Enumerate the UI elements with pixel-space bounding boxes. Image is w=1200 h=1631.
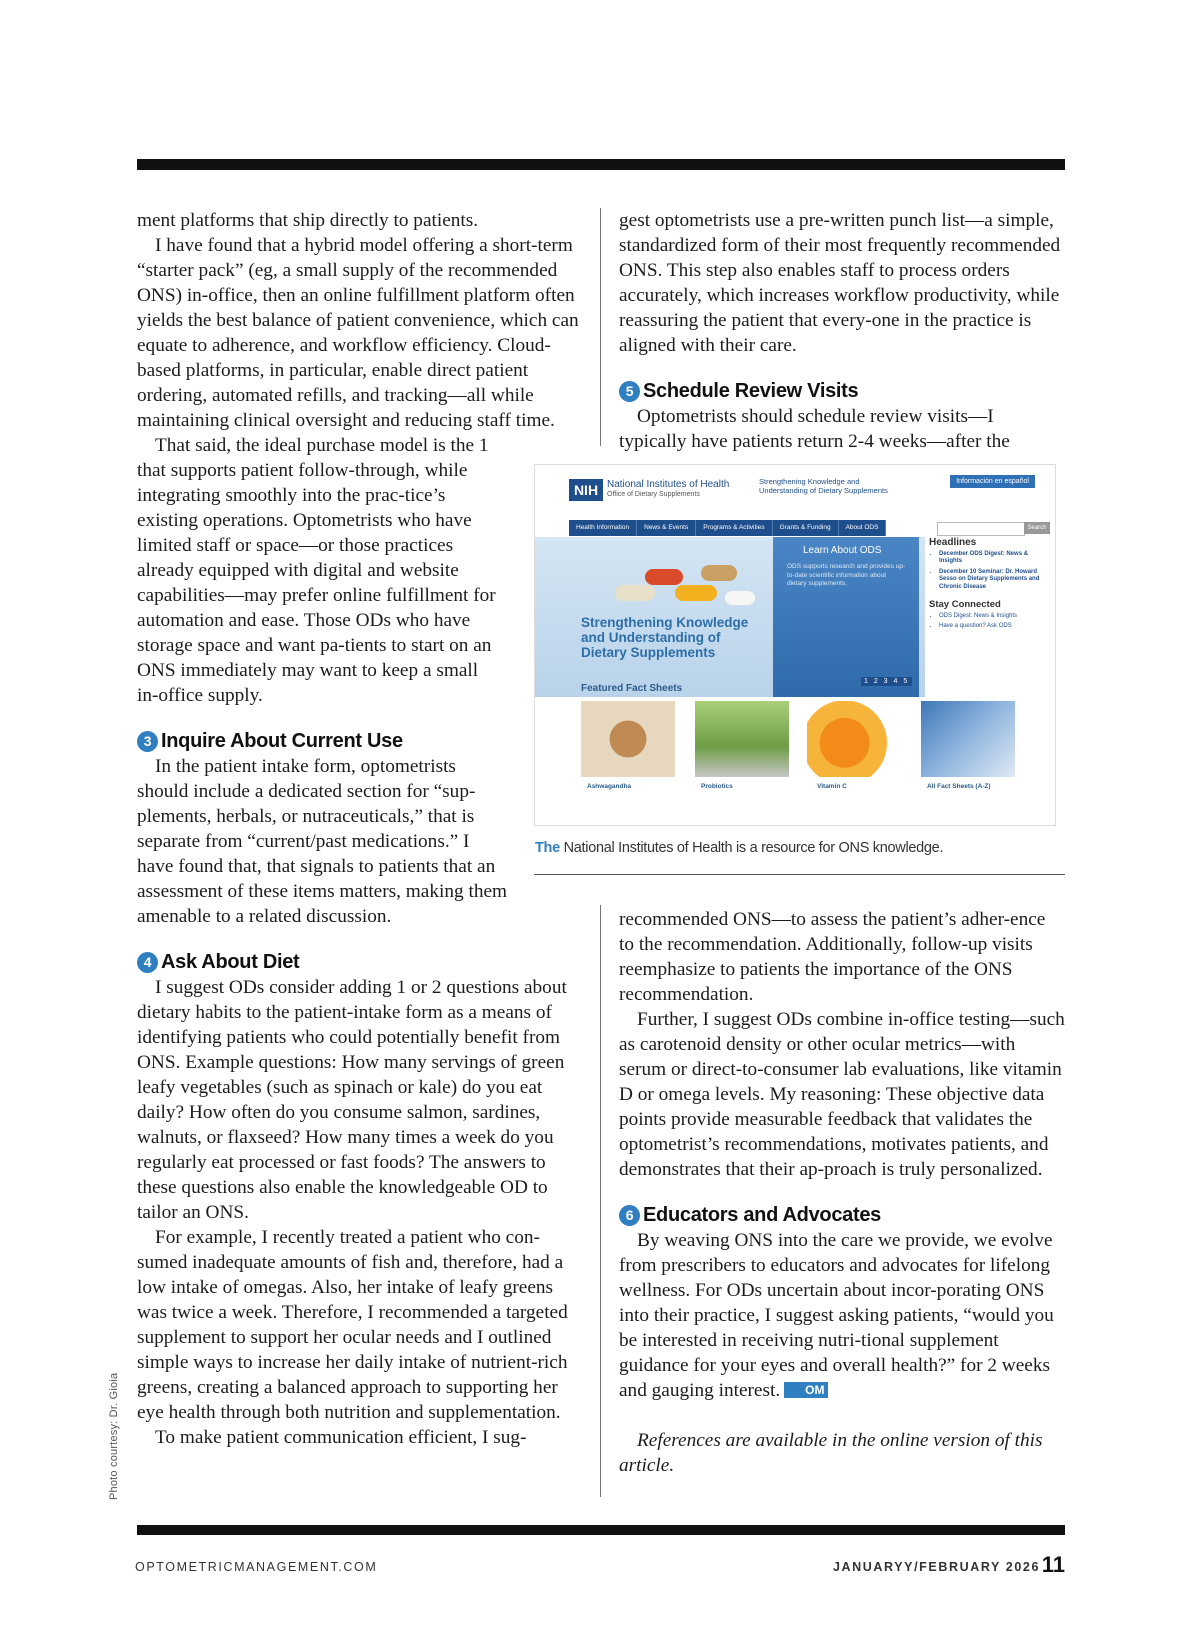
fact-label: Vitamin C bbox=[817, 783, 847, 790]
fact-label: Probiotics bbox=[701, 783, 733, 790]
paragraph: ment platforms that ship directly to patients. bbox=[137, 210, 479, 231]
references-note: References are available in the online version of this article. bbox=[619, 1430, 1043, 1476]
caption-text: National Institutes of Health is a resource for ONS knowledge. bbox=[563, 840, 944, 856]
paragraph: recommended ONS—to assess the patient’s adher-ence to the recommendation. Additionally, follow-up visits reemphasize to patients the importance of the ONS recommendation. bbox=[619, 909, 1046, 1005]
nih-logo: NIH bbox=[569, 479, 603, 501]
paragraph: gest optometrists use a pre-written punch list—a simple, standardized form of their most frequently recommended ONS. This step also enables staff to process orders accurately, which increases workflow productivity, while reassuring the patient that every-one in the practice is aligned with their care. bbox=[619, 210, 1061, 356]
section-title: Ask About Diet bbox=[161, 951, 300, 973]
section-number-badge: 3 bbox=[137, 731, 158, 752]
paragraph: Further, I suggest ODs combine in-office testing—such as carotenoid density or other ocular metrics—with serum or direct-to-consumer lab evaluations, like vitamin D or omega levels. My reasoning: These objective data points provide measurable feedback that validates the optometrist’s recommendations, motivates patients, and demonstrates that their ap-proach is truly personalized. bbox=[619, 1009, 1065, 1180]
paragraph: Optometrists should schedule review visits—I typically have patients return 2-4 weeks—after the bbox=[619, 406, 1010, 452]
all-fact-sheets-image bbox=[921, 701, 1015, 777]
nih-org-name: National Institutes of Health bbox=[607, 479, 730, 490]
nih-tagline: Strengthening Knowledge and Understanding of Dietary Supplements bbox=[759, 477, 888, 495]
nav-item: Grants & Funding bbox=[773, 520, 839, 536]
issue-text: JANUARYY/FEBRUARY 2026 bbox=[832, 1560, 1040, 1574]
section-heading-6 bbox=[619, 1203, 1065, 1228]
paragraph: To make patient communication efficient, I sug- bbox=[155, 1427, 527, 1448]
footer-site: OPTOMETRICMANAGEMENT.COM bbox=[135, 1560, 378, 1574]
stay-item: • ODS Digest: News & Insights bbox=[939, 613, 1049, 621]
espanol-button: Información en español bbox=[950, 475, 1035, 488]
headline-item: • December ODS Digest: News & Insights bbox=[939, 551, 1049, 566]
fact-sheets-title: Featured Fact Sheets bbox=[581, 683, 683, 694]
nav-item: News & Events bbox=[637, 520, 696, 536]
figure-caption bbox=[535, 840, 943, 856]
paragraph: I have found that a hybrid model offering a short-term “starter pack” (eg, a small supply of the recommended ONS) in-office, then an online fulfillment platform often yields the best balance of patient convenience, which can equate to adherence, and workflow efficiency. Cloud-based platforms, in particular, enable direct patient ordering, automated refills, and tracking—all while maintaining clinical oversight and reducing staff time. bbox=[137, 235, 579, 431]
right-column-top bbox=[619, 208, 1065, 454]
stay-item: • Have a question? Ask ODS bbox=[939, 623, 1049, 631]
section-number-badge: 6 bbox=[619, 1205, 640, 1226]
om-end-badge: OM bbox=[784, 1382, 827, 1398]
column-divider bbox=[600, 905, 601, 1497]
panel-title: Learn About ODS bbox=[803, 545, 882, 556]
right-column-bottom bbox=[619, 907, 1065, 1478]
hero-title: Strengthening Knowledge and Understanding of Dietary Supplements bbox=[581, 615, 749, 660]
learn-about-panel bbox=[773, 537, 919, 697]
nav-item: Health Information bbox=[569, 520, 637, 536]
left-column bbox=[137, 208, 587, 1450]
section-title: Schedule Review Visits bbox=[643, 380, 859, 402]
fact-label: All Fact Sheets (A-Z) bbox=[927, 783, 991, 790]
headline-item: • December 10 Seminar: Dr. Howard Sesso on Dietary Supplements and Chronic Disease bbox=[939, 569, 1049, 592]
supplement-pills-image bbox=[605, 555, 755, 615]
fact-label: Ashwagandha bbox=[587, 783, 632, 790]
bottom-rule bbox=[137, 1525, 1065, 1535]
nav-item: Programs & Activities bbox=[696, 520, 772, 536]
nih-website-screenshot bbox=[534, 464, 1056, 826]
section-title: Inquire About Current Use bbox=[161, 730, 403, 752]
section-heading-3 bbox=[137, 729, 587, 754]
stay-connected-title: Stay Connected bbox=[929, 599, 1001, 610]
section-heading-5 bbox=[619, 379, 1065, 404]
nih-nav bbox=[569, 520, 886, 536]
vitamin-c-image bbox=[807, 701, 901, 777]
paragraph-text: By weaving ONS into the care we provide, we evolve from prescribers to educators and advocates for lifelong wellness. For ODs uncertain about incor-porating ONS into their practice, I suggest asking patients, “would you be interested in receiving nutri-tional supplement guidance for your eyes and overall health?” for 2 weeks and gauging interest. bbox=[619, 1230, 1054, 1401]
section-title: Educators and Advocates bbox=[643, 1204, 881, 1226]
photo-credit: Photo courtesy: Dr. Gioia bbox=[108, 1372, 120, 1500]
caption-rule bbox=[534, 874, 1065, 875]
caption-lead: The bbox=[535, 840, 560, 856]
slide-pager: 1 2 3 4 5 bbox=[861, 677, 912, 686]
headlines-title: Headlines bbox=[929, 537, 977, 548]
nih-header bbox=[535, 465, 1055, 519]
section-number-badge: 5 bbox=[619, 381, 640, 402]
paragraph: That said, the ideal purchase model is the 1 that supports patient follow-through, while integrating smoothly into the prac-tice’s existing operations. Optometrists who have limited staff or space—or those practices already equipped with digital and website capabilities—may prefer online fulfillment for automation and ease. Those ODs who have storage space and want pa-tients to start on an ONS immediately may want to keep a small in-office supply. bbox=[137, 435, 496, 706]
section-heading-4 bbox=[137, 950, 587, 975]
paragraph bbox=[619, 1228, 1065, 1403]
page-number: 11 bbox=[1041, 1552, 1065, 1577]
nih-search-box bbox=[937, 522, 1025, 536]
probiotics-image bbox=[695, 701, 789, 777]
paragraph: In the patient intake form, optometrists should include a dedicated section for “sup-plements, herbals, or nutraceuticals,” that is separate from “current/past medications.” I have found that, that signals to patients that an assessment of these items matters, making them amenable to a related discussion. bbox=[137, 756, 508, 927]
nih-search-button: Search bbox=[1024, 522, 1050, 534]
column-divider bbox=[600, 208, 601, 446]
top-rule bbox=[137, 159, 1065, 170]
paragraph: I suggest ODs consider adding 1 or 2 questions about dietary habits to the patient-intake form as a means of identifying patients who could potentially benefit from ONS. Example questions: How many servings of green leafy vegetables (such as spinach or kale) do you eat daily? How often do you consume salmon, sardines, walnuts, or flaxseed? How many times a week do you regularly eat processed or fast foods? The answers to these questions also enable the knowledgeable OD to tailor an ONS. bbox=[137, 977, 567, 1223]
section-number-badge: 4 bbox=[137, 952, 158, 973]
nav-item: About ODS bbox=[839, 520, 887, 536]
panel-text: ODS supports research and provides up-to-date scientific information about dietary supplements. bbox=[787, 563, 906, 587]
nih-org-sub: Office of Dietary Supplements bbox=[607, 491, 700, 498]
paragraph: For example, I recently treated a patient who con-sumed inadequate amounts of fish and, therefore, had a low intake of omegas. Also, her intake of leafy greens was twice a week. Therefore, I recommended a targeted supplement to support her ocular needs and I outlined simple ways to increase her daily intake of nutrient-rich greens, creating a balanced approach to supporting her eye health through both nutrition and supplementation. bbox=[137, 1227, 568, 1423]
footer-issue bbox=[833, 1560, 1040, 1574]
ashwagandha-image bbox=[581, 701, 675, 777]
sidebar-headlines bbox=[929, 539, 1049, 634]
